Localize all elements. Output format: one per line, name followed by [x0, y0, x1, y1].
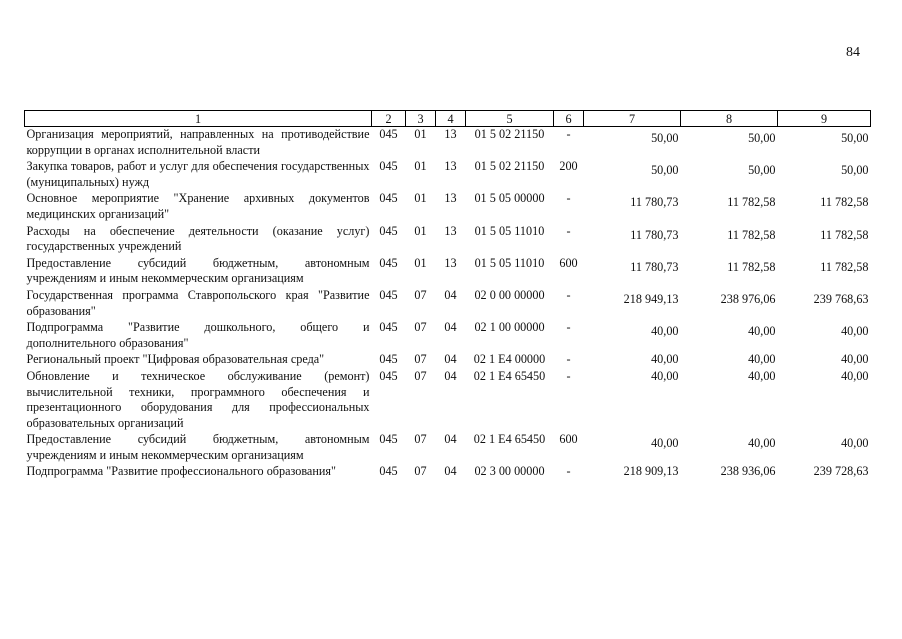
amount-year3-cell [778, 288, 871, 320]
amount-year2-cell [681, 464, 778, 481]
table-row [25, 432, 871, 464]
target-item-cell: 02 3 00 00000 [474, 464, 545, 479]
amount-year3-cell [778, 369, 871, 432]
subsection-cell: 04 [444, 352, 457, 367]
amount-year3-cell [778, 191, 871, 223]
amount-value: 218 949,13 [623, 291, 679, 306]
amount-value: 50,00 [841, 131, 869, 145]
amount-value: 40,00 [748, 436, 776, 451]
table-row [25, 352, 871, 369]
expense-type-cell: 600 [559, 432, 578, 447]
amount-year1-cell [584, 464, 681, 481]
expense-type-cell: - [566, 287, 571, 302]
amount-year2-cell [681, 432, 778, 464]
section-cell: 07 [414, 432, 427, 447]
amount-value: 239 728,63 [813, 464, 869, 479]
amount-value: 11 780,73 [630, 259, 679, 274]
amount-value: 50,00 [651, 131, 679, 145]
subsection-cell: 13 [444, 223, 457, 238]
amount-year1-cell [584, 369, 681, 432]
amount-year3-cell [778, 320, 871, 352]
admin-code-cell: 045 [379, 159, 398, 174]
table-row [25, 191, 871, 223]
amount-year2-cell [681, 320, 778, 352]
admin-code-cell: 045 [379, 127, 398, 141]
amount-year2-cell [681, 159, 778, 191]
page-number: 84 [846, 45, 860, 60]
column-header: 4 [436, 111, 466, 127]
section-cell: 01 [414, 127, 427, 141]
table-row [25, 159, 871, 191]
amount-year3-cell [778, 127, 871, 160]
subsection-cell: 13 [444, 159, 457, 174]
subsection-cell: 04 [444, 432, 457, 447]
expense-type-cell: 600 [559, 255, 578, 270]
column-header: 3 [406, 111, 436, 127]
section-cell: 01 [414, 191, 427, 206]
admin-code-cell: 045 [379, 432, 398, 447]
column-header: 9 [778, 111, 871, 127]
amount-year3-cell [778, 224, 871, 256]
amount-year1-cell [584, 288, 681, 320]
expense-type-cell: - [566, 223, 571, 238]
amount-year1-cell [584, 256, 681, 288]
amount-year2-cell [681, 369, 778, 432]
section-cell: 01 [414, 255, 427, 270]
admin-code-cell: 045 [379, 352, 398, 367]
amount-value: 50,00 [651, 163, 679, 178]
amount-value: 40,00 [841, 368, 869, 383]
amount-year2-cell [681, 127, 778, 160]
expense-type-cell: 200 [559, 159, 578, 174]
target-item-cell: 01 5 05 00000 [474, 191, 545, 206]
amount-value: 40,00 [748, 368, 776, 383]
section-cell: 07 [414, 352, 427, 367]
column-header: 8 [681, 111, 778, 127]
expense-type-cell: - [566, 368, 571, 383]
target-item-cell: 02 1 E4 65450 [473, 368, 546, 383]
admin-code-cell: 045 [379, 464, 398, 479]
row-name-cell: Основное мероприятие "Хранение архивных документов медицинских организаций" [26, 191, 370, 221]
amount-year1-cell [584, 224, 681, 256]
section-cell: 07 [414, 320, 427, 335]
amount-value: 40,00 [841, 324, 869, 339]
table-header-row [25, 111, 871, 127]
amount-value: 40,00 [841, 436, 869, 451]
expense-type-cell: - [566, 320, 571, 335]
amount-value: 40,00 [748, 352, 776, 367]
amount-value: 11 780,73 [630, 195, 679, 210]
amount-value: 40,00 [651, 436, 679, 451]
row-name-cell: Закупка товаров, работ и услуг для обеспечения государственных (муниципальных) нужд [26, 159, 370, 189]
amount-year1-cell [584, 432, 681, 464]
amount-value: 239 768,63 [813, 291, 869, 306]
table-row [25, 369, 871, 432]
column-header: 1 [25, 111, 372, 127]
row-name-cell: Государственная программа Ставропольского края "Развитие образования" [26, 287, 370, 318]
budget-table [24, 110, 871, 481]
target-item-cell: 01 5 02 21150 [474, 159, 545, 174]
amount-year3-cell [778, 464, 871, 481]
amount-year2-cell [681, 352, 778, 369]
amount-value: 11 782,58 [820, 195, 869, 210]
table-row [25, 320, 871, 352]
amount-year2-cell [681, 191, 778, 223]
target-item-cell: 01 5 05 11010 [474, 255, 545, 270]
subsection-cell: 13 [444, 255, 457, 270]
row-name-cell: Предоставление субсидий бюджетным, автономным учреждениям и иным некоммерческим организациям [26, 255, 370, 286]
amount-value: 50,00 [748, 131, 776, 145]
amount-year1-cell [584, 191, 681, 223]
expense-type-cell: - [566, 352, 571, 367]
amount-year3-cell [778, 432, 871, 464]
admin-code-cell: 045 [379, 223, 398, 238]
amount-year1-cell [584, 127, 681, 160]
admin-code-cell: 045 [379, 368, 398, 383]
target-item-cell: 01 5 02 21150 [474, 127, 545, 141]
amount-value: 238 936,06 [720, 464, 776, 479]
row-name-cell: Подпрограмма "Развитие дошкольного, общего и дополнительного образования" [26, 320, 370, 350]
amount-year1-cell [584, 320, 681, 352]
amount-value: 40,00 [841, 352, 869, 367]
subsection-cell: 13 [444, 127, 457, 141]
target-item-cell: 02 1 E4 00000 [473, 352, 546, 367]
amount-value: 11 782,58 [820, 227, 869, 242]
amount-value: 50,00 [841, 163, 869, 178]
row-name-cell: Предоставление субсидий бюджетным, автономным учреждениям и иным некоммерческим организациям [26, 432, 370, 462]
section-cell: 07 [414, 287, 427, 302]
amount-value: 11 782,58 [727, 227, 776, 242]
amount-year3-cell [778, 352, 871, 369]
amount-year3-cell [778, 159, 871, 191]
admin-code-cell: 045 [379, 320, 398, 335]
table-row [25, 127, 871, 160]
amount-value: 11 780,73 [630, 227, 679, 242]
row-name-cell: Расходы на обеспечение деятельности (оказание услуг) государственных учреждений [26, 223, 370, 254]
column-header: 7 [584, 111, 681, 127]
table-row [25, 288, 871, 320]
amount-year1-cell [584, 352, 681, 369]
target-item-cell: 01 5 05 11010 [474, 223, 545, 238]
amount-year3-cell [778, 256, 871, 288]
amount-value: 11 782,58 [727, 195, 776, 210]
amount-value: 11 782,58 [820, 259, 869, 274]
amount-value: 218 909,13 [623, 464, 679, 479]
row-name-cell: Обновление и техническое обслуживание (ремонт) вычислительной техники, программного обеспечения и презентационного оборудования для профессиональных образовательных организаций [26, 368, 370, 430]
row-name-cell: Организация мероприятий, направленных на противодействие коррупции в органах исполнительной власти [26, 127, 370, 157]
admin-code-cell: 045 [379, 287, 398, 302]
target-item-cell: 02 1 00 00000 [474, 320, 545, 335]
row-name-cell: Региональный проект "Цифровая образовательная среда" [26, 352, 325, 367]
column-header: 2 [372, 111, 406, 127]
target-item-cell: 02 0 00 00000 [474, 287, 545, 302]
section-cell: 07 [414, 464, 427, 479]
amount-value: 40,00 [651, 324, 679, 339]
amount-year2-cell [681, 256, 778, 288]
admin-code-cell: 045 [379, 255, 398, 270]
amount-year2-cell [681, 224, 778, 256]
column-header: 6 [554, 111, 584, 127]
amount-value: 50,00 [748, 163, 776, 178]
amount-year2-cell [681, 288, 778, 320]
amount-value: 238 976,06 [720, 291, 776, 306]
amount-value: 40,00 [651, 368, 679, 383]
subsection-cell: 04 [444, 464, 457, 479]
subsection-cell: 13 [444, 191, 457, 206]
table-body [25, 127, 871, 482]
subsection-cell: 04 [444, 320, 457, 335]
amount-year1-cell [584, 159, 681, 191]
table-row [25, 256, 871, 288]
section-cell: 01 [414, 223, 427, 238]
subsection-cell: 04 [444, 368, 457, 383]
section-cell: 07 [414, 368, 427, 383]
row-name-cell: Подпрограмма "Развитие профессионального образования" [26, 464, 336, 479]
amount-value: 40,00 [748, 324, 776, 339]
expense-type-cell: - [566, 464, 571, 479]
section-cell: 01 [414, 159, 427, 174]
expense-type-cell: - [566, 191, 571, 206]
admin-code-cell: 045 [379, 191, 398, 206]
column-header: 5 [466, 111, 554, 127]
table-row [25, 224, 871, 256]
table-row [25, 464, 871, 481]
amount-value: 40,00 [651, 352, 679, 367]
amount-value: 11 782,58 [727, 259, 776, 274]
expense-type-cell: - [566, 127, 571, 141]
subsection-cell: 04 [444, 287, 457, 302]
target-item-cell: 02 1 E4 65450 [473, 432, 546, 447]
